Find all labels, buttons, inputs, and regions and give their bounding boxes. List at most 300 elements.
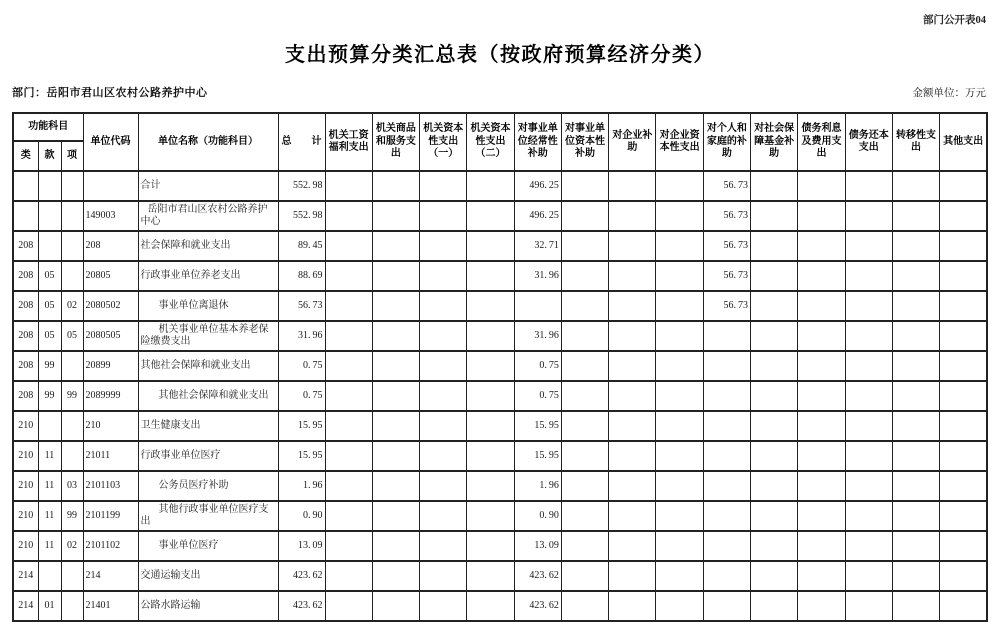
value-cell: [751, 591, 798, 621]
value-cell: [798, 471, 845, 501]
func-xiang-cell: [61, 441, 83, 471]
value-cell: [325, 291, 372, 321]
value-cell: [325, 261, 372, 291]
col-header: 机关资本性支出（二）: [467, 113, 514, 171]
value-cell: [940, 291, 987, 321]
table-row: [13, 471, 987, 501]
value-cell: [467, 441, 514, 471]
func-lei-cell: 208: [13, 381, 38, 411]
value-cell: [372, 231, 419, 261]
value-cell: [561, 291, 608, 321]
func-kuan-cell: 99: [38, 381, 61, 411]
value-cell: [798, 501, 845, 531]
col-header: 对事业单位资本性补助: [561, 113, 608, 171]
unit-code-cell: 2101102: [83, 531, 138, 561]
value-cell: [751, 291, 798, 321]
value-cell: 56. 73: [278, 291, 325, 321]
col-header: 其他支出: [940, 113, 987, 171]
value-cell: [372, 201, 419, 231]
value-cell: [372, 441, 419, 471]
value-cell: [845, 561, 892, 591]
unit-code-cell: 149003: [83, 201, 138, 231]
value-cell: [467, 201, 514, 231]
table-row: [13, 501, 987, 531]
value-cell: [467, 171, 514, 201]
value-cell: [798, 591, 845, 621]
value-cell: [798, 261, 845, 291]
table-row: [13, 261, 987, 291]
func-xiang-cell: 02: [61, 291, 83, 321]
value-cell: 32. 71: [514, 231, 561, 261]
value-cell: [561, 351, 608, 381]
value-cell: [609, 291, 656, 321]
value-cell: [845, 291, 892, 321]
unit-code-cell: 208: [83, 231, 138, 261]
unit-code-cell: 2080502: [83, 291, 138, 321]
value-cell: [420, 321, 467, 351]
value-cell: [703, 411, 750, 441]
func-xiang-cell: 99: [61, 501, 83, 531]
value-cell: [656, 231, 703, 261]
value-cell: [420, 471, 467, 501]
table-header: [13, 113, 987, 171]
value-cell: [656, 591, 703, 621]
value-cell: [609, 171, 656, 201]
value-cell: 56. 73: [703, 231, 750, 261]
value-cell: 423. 62: [278, 591, 325, 621]
value-cell: [561, 411, 608, 441]
value-cell: [656, 381, 703, 411]
value-cell: 15. 95: [514, 441, 561, 471]
value-cell: 496. 25: [514, 201, 561, 231]
col-header: 对个人和家庭的补助: [703, 113, 750, 171]
value-cell: [561, 591, 608, 621]
value-cell: [467, 381, 514, 411]
value-cell: [325, 231, 372, 261]
value-cell: 15. 95: [514, 411, 561, 441]
value-cell: [420, 411, 467, 441]
meta-row: [12, 84, 986, 100]
value-cell: [703, 381, 750, 411]
value-cell: [325, 321, 372, 351]
value-cell: 56. 73: [703, 171, 750, 201]
value-cell: [940, 471, 987, 501]
value-cell: [372, 291, 419, 321]
value-cell: [609, 471, 656, 501]
value-cell: [656, 411, 703, 441]
value-cell: [892, 261, 939, 291]
value-cell: [751, 171, 798, 201]
unit-code-cell: 2101199: [83, 501, 138, 531]
unit-name-cell: 合计: [138, 171, 278, 201]
func-lei-cell: 208: [13, 321, 38, 351]
value-cell: [372, 561, 419, 591]
value-cell: [561, 261, 608, 291]
doc-number: 部门公开表04: [923, 15, 986, 26]
func-kuan-cell: [38, 201, 61, 231]
table-row: [13, 411, 987, 441]
value-cell: [609, 321, 656, 351]
value-cell: [325, 531, 372, 561]
func-kuan-cell: 11: [38, 471, 61, 501]
table-row: [13, 171, 987, 201]
table-row: [13, 231, 987, 261]
unit-code-cell: 21011: [83, 441, 138, 471]
value-cell: 552. 98: [278, 201, 325, 231]
unit-name-cell: 行政事业单位养老支出: [138, 261, 278, 291]
value-cell: [798, 321, 845, 351]
value-cell: [514, 291, 561, 321]
func-kuan-cell: [38, 171, 61, 201]
value-cell: [609, 561, 656, 591]
value-cell: [561, 561, 608, 591]
value-cell: 31. 96: [514, 321, 561, 351]
value-cell: [940, 441, 987, 471]
value-cell: [561, 381, 608, 411]
func-lei-cell: 210: [13, 531, 38, 561]
value-cell: 1. 96: [278, 471, 325, 501]
func-kuan-cell: 11: [38, 531, 61, 561]
value-cell: [656, 201, 703, 231]
value-cell: 0. 90: [514, 501, 561, 531]
value-cell: [798, 531, 845, 561]
value-cell: [656, 531, 703, 561]
unit-code-cell: [83, 171, 138, 201]
value-cell: [940, 171, 987, 201]
func-lei-cell: 208: [13, 261, 38, 291]
col-header-xiang: 项: [61, 141, 83, 171]
value-cell: [467, 591, 514, 621]
value-cell: [372, 531, 419, 561]
unit-name-cell: 事业单位离退休: [138, 291, 278, 321]
value-cell: [845, 261, 892, 291]
func-lei-cell: 210: [13, 471, 38, 501]
func-kuan-cell: 01: [38, 591, 61, 621]
value-cell: [892, 231, 939, 261]
value-cell: [467, 321, 514, 351]
unit-name-cell: 机关事业单位基本养老保险缴费支出: [138, 321, 278, 351]
value-cell: [940, 501, 987, 531]
value-cell: [372, 321, 419, 351]
value-cell: [845, 471, 892, 501]
func-lei-cell: 214: [13, 591, 38, 621]
value-cell: [561, 441, 608, 471]
value-cell: [325, 171, 372, 201]
value-cell: 15. 95: [278, 411, 325, 441]
func-lei-cell: 210: [13, 411, 38, 441]
value-cell: [703, 561, 750, 591]
col-header-unit-code: 单位代码: [83, 113, 138, 171]
value-cell: [372, 351, 419, 381]
value-cell: [656, 291, 703, 321]
value-cell: [892, 441, 939, 471]
value-cell: [561, 501, 608, 531]
value-cell: [940, 201, 987, 231]
unit-code-cell: 2089999: [83, 381, 138, 411]
value-cell: [845, 441, 892, 471]
value-cell: [798, 351, 845, 381]
value-cell: [798, 411, 845, 441]
value-cell: [892, 471, 939, 501]
table-row: [13, 351, 987, 381]
value-cell: [609, 441, 656, 471]
value-cell: [420, 201, 467, 231]
value-cell: [420, 561, 467, 591]
value-cell: [892, 411, 939, 441]
value-cell: [751, 261, 798, 291]
value-cell: [325, 561, 372, 591]
unit-name-cell: 行政事业单位医疗: [138, 441, 278, 471]
value-cell: [467, 471, 514, 501]
col-header: 转移性支出: [892, 113, 939, 171]
value-cell: [751, 561, 798, 591]
value-cell: [656, 471, 703, 501]
value-cell: [751, 441, 798, 471]
unit-name-cell: 事业单位医疗: [138, 531, 278, 561]
value-cell: [751, 381, 798, 411]
func-kuan-cell: [38, 411, 61, 441]
value-cell: [656, 351, 703, 381]
value-cell: [798, 381, 845, 411]
value-cell: [703, 471, 750, 501]
value-cell: [940, 561, 987, 591]
value-cell: [325, 411, 372, 441]
unit-name-cell: 其他行政事业单位医疗支出: [138, 501, 278, 531]
value-cell: [751, 531, 798, 561]
func-xiang-cell: [61, 351, 83, 381]
value-cell: 0. 75: [278, 351, 325, 381]
value-cell: [845, 231, 892, 261]
value-cell: [892, 561, 939, 591]
col-header: 债务利息及费用支出: [798, 113, 845, 171]
func-kuan-cell: 05: [38, 291, 61, 321]
value-cell: 0. 75: [278, 381, 325, 411]
value-cell: 423. 62: [514, 561, 561, 591]
value-cell: [325, 351, 372, 381]
page-title: 支出预算分类汇总表（按政府预算经济分类）: [285, 44, 715, 66]
func-lei-cell: 210: [13, 441, 38, 471]
func-kuan-cell: 11: [38, 501, 61, 531]
value-cell: [845, 321, 892, 351]
value-cell: [892, 591, 939, 621]
value-cell: [609, 531, 656, 561]
value-cell: 423. 62: [514, 591, 561, 621]
value-cell: [420, 501, 467, 531]
value-cell: [420, 531, 467, 561]
value-cell: 56. 73: [703, 291, 750, 321]
col-header-kuan: 款: [38, 141, 61, 171]
value-cell: [420, 351, 467, 381]
value-cell: [751, 471, 798, 501]
value-cell: [561, 321, 608, 351]
value-cell: [940, 231, 987, 261]
value-cell: [845, 501, 892, 531]
value-cell: [656, 501, 703, 531]
value-cell: [845, 531, 892, 561]
unit-name-cell: 公路水路运输: [138, 591, 278, 621]
budget-table: [12, 112, 988, 622]
func-lei-cell: 208: [13, 231, 38, 261]
value-cell: [798, 291, 845, 321]
func-kuan-cell: 05: [38, 321, 61, 351]
col-header-unit-name: 单位名称（功能科目）: [138, 113, 278, 171]
value-cell: [798, 231, 845, 261]
func-xiang-cell: [61, 261, 83, 291]
value-cell: [845, 591, 892, 621]
value-cell: [703, 591, 750, 621]
department-label: 部门：岳阳市君山区农村公路养护中心: [12, 87, 208, 99]
value-cell: [940, 261, 987, 291]
value-cell: [609, 201, 656, 231]
value-cell: [467, 561, 514, 591]
unit-name-cell: 其他社会保障和就业支出: [138, 351, 278, 381]
value-cell: [325, 201, 372, 231]
value-cell: [703, 351, 750, 381]
value-cell: [467, 501, 514, 531]
table-body: [13, 171, 987, 621]
value-cell: [609, 381, 656, 411]
value-cell: 31. 96: [514, 261, 561, 291]
value-cell: 13. 09: [278, 531, 325, 561]
value-cell: [467, 531, 514, 561]
value-cell: [561, 471, 608, 501]
func-kuan-cell: 99: [38, 351, 61, 381]
value-cell: [940, 531, 987, 561]
col-header-lei: 类: [13, 141, 38, 171]
value-cell: [892, 201, 939, 231]
func-xiang-cell: [61, 411, 83, 441]
value-cell: [420, 261, 467, 291]
value-cell: [845, 171, 892, 201]
value-cell: [372, 171, 419, 201]
unit-name-cell: 社会保障和就业支出: [138, 231, 278, 261]
unit-code-cell: 214: [83, 561, 138, 591]
value-cell: [940, 321, 987, 351]
value-cell: [892, 531, 939, 561]
func-lei-cell: 210: [13, 501, 38, 531]
col-header: 债务还本支出: [845, 113, 892, 171]
unit-code-cell: 210: [83, 411, 138, 441]
value-cell: [656, 561, 703, 591]
value-cell: [798, 441, 845, 471]
table-row: [13, 591, 987, 621]
value-cell: [940, 591, 987, 621]
value-cell: [940, 381, 987, 411]
value-cell: [609, 591, 656, 621]
value-cell: [609, 501, 656, 531]
unit-name-cell: 交通运输支出: [138, 561, 278, 591]
col-header: 机关资本性支出（一）: [420, 113, 467, 171]
value-cell: [609, 231, 656, 261]
func-xiang-cell: 03: [61, 471, 83, 501]
value-cell: [751, 201, 798, 231]
col-header: 机关商品和服务支出: [372, 113, 419, 171]
value-cell: [940, 411, 987, 441]
value-cell: [845, 351, 892, 381]
unit-name-cell: 卫生健康支出: [138, 411, 278, 441]
value-cell: 56. 73: [703, 201, 750, 231]
value-cell: [751, 321, 798, 351]
unit-code-cell: 21401: [83, 591, 138, 621]
col-header: 对社会保障基金补助: [751, 113, 798, 171]
unit-code-cell: 2101103: [83, 471, 138, 501]
value-cell: [703, 501, 750, 531]
func-xiang-cell: [61, 591, 83, 621]
value-cell: 423. 62: [278, 561, 325, 591]
col-header: 对企业资本性支出: [656, 113, 703, 171]
value-cell: [467, 411, 514, 441]
col-header: 对事业单位经常性补助: [514, 113, 561, 171]
func-lei-cell: [13, 201, 38, 231]
value-cell: [467, 261, 514, 291]
table-row: [13, 381, 987, 411]
unit-code-cell: 20805: [83, 261, 138, 291]
value-cell: [845, 411, 892, 441]
col-header: 对企业补助: [609, 113, 656, 171]
value-cell: [656, 171, 703, 201]
value-cell: [798, 561, 845, 591]
value-cell: 0. 90: [278, 501, 325, 531]
value-cell: [751, 411, 798, 441]
value-cell: [845, 381, 892, 411]
value-cell: 496. 25: [514, 171, 561, 201]
value-cell: 552. 98: [278, 171, 325, 201]
unit-name-cell: 公务员医疗补助: [138, 471, 278, 501]
value-cell: [892, 501, 939, 531]
value-cell: [751, 501, 798, 531]
value-cell: 88. 69: [278, 261, 325, 291]
value-cell: [420, 591, 467, 621]
value-cell: 89. 45: [278, 231, 325, 261]
value-cell: [798, 201, 845, 231]
value-cell: [892, 171, 939, 201]
value-cell: [561, 531, 608, 561]
value-cell: [372, 471, 419, 501]
table-row: [13, 321, 987, 351]
value-cell: [609, 411, 656, 441]
value-cell: [845, 201, 892, 231]
value-cell: [420, 441, 467, 471]
value-cell: [609, 261, 656, 291]
value-cell: [467, 351, 514, 381]
value-cell: 56. 73: [703, 261, 750, 291]
value-cell: [561, 201, 608, 231]
func-xiang-cell: [61, 201, 83, 231]
func-xiang-cell: 99: [61, 381, 83, 411]
value-cell: [656, 441, 703, 471]
value-cell: [372, 591, 419, 621]
value-cell: [561, 231, 608, 261]
value-cell: [467, 231, 514, 261]
unit-name-cell: 其他社会保障和就业支出: [138, 381, 278, 411]
value-cell: 13. 09: [514, 531, 561, 561]
value-cell: [751, 351, 798, 381]
value-cell: [372, 381, 419, 411]
value-cell: [325, 471, 372, 501]
col-header: 机关工资福利支出: [325, 113, 372, 171]
unit-code-cell: 20899: [83, 351, 138, 381]
col-header-func-group: 功能科目: [13, 113, 83, 141]
value-cell: [703, 321, 750, 351]
value-cell: [892, 321, 939, 351]
table-row: [13, 531, 987, 561]
unit-name-cell: 岳阳市君山区农村公路养护中心: [138, 201, 278, 231]
func-kuan-cell: [38, 231, 61, 261]
amount-unit-label: 金额单位：万元: [912, 88, 986, 99]
func-kuan-cell: 05: [38, 261, 61, 291]
value-cell: [703, 441, 750, 471]
func-kuan-cell: 11: [38, 441, 61, 471]
